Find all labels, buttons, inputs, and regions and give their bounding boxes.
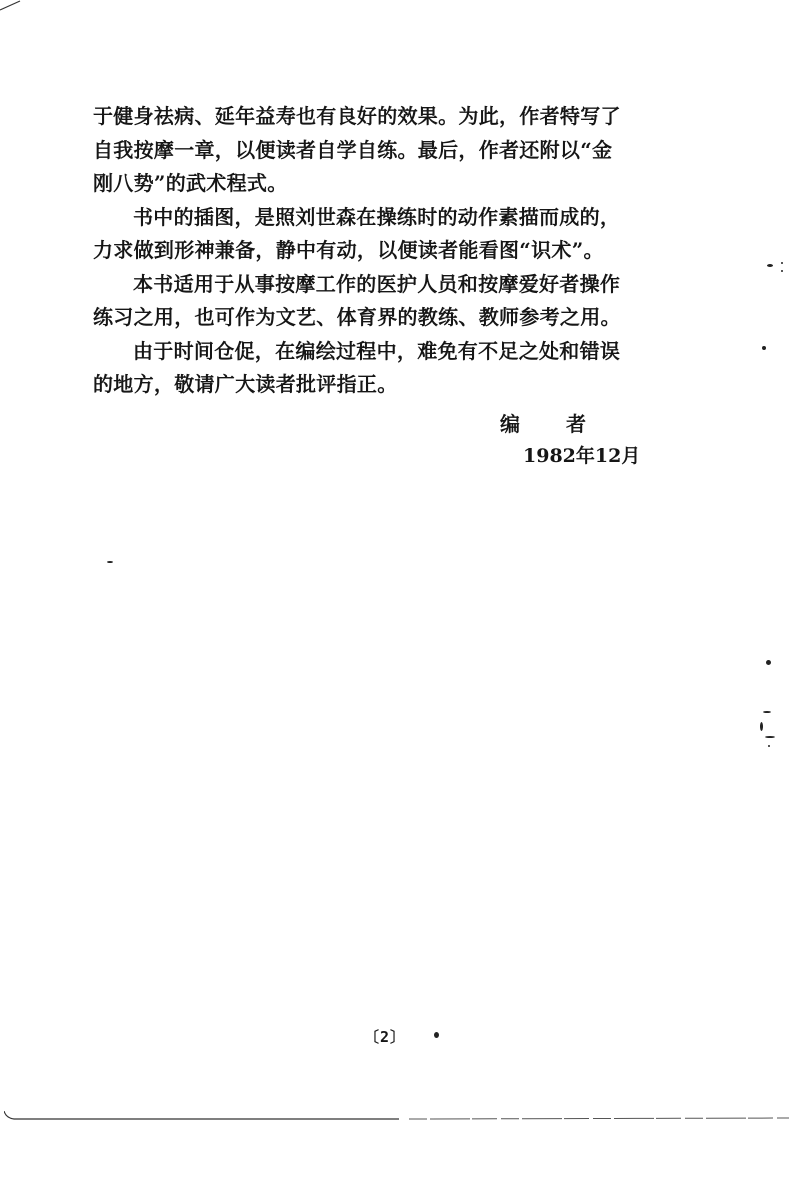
paragraph-line: 本书适用于从事按摩工作的医护人员和按摩爱好者操作 [133,271,621,296]
signature-date: 1982年12月 [523,445,641,467]
paragraph-line: 自我按摩一章，以便读者自学自练。最后，作者还附以“金 [93,137,613,162]
scan-speck [766,660,771,665]
scan-speck [107,561,113,563]
page-edge-line [4,1111,789,1121]
scan-speck [762,346,766,350]
paragraph-line: 力求做到形神兼备，静中有动，以便读者能看图“识术”。 [93,238,604,262]
body-text [93,100,693,402]
paragraph-line: 练习之用，也可作为文艺、体育界的教练、教师参考之用。 [93,305,621,329]
scan-speck [781,270,783,272]
scan-speck [434,1032,439,1038]
paragraph-line: 书中的插图，是照刘世森在操练时的动作素描而成的， [133,204,621,229]
scan-speck [781,262,783,264]
page-number: 〔2〕 [364,1028,407,1046]
paragraph-line: 刚八势”的武术程式。 [93,171,288,195]
author-signature: 编者 [500,412,632,436]
scan-speck [763,711,771,713]
paragraph-line: 由于时间仓促，在编绘过程中，难免有不足之处和错误 [133,338,621,363]
scan-speck [760,722,763,731]
scan-speck [768,745,770,747]
scan-speck [767,264,773,267]
scan-speck [765,736,775,738]
paragraph-line: 于健身祛病、延年益寿也有良好的效果。为此，作者特写了 [93,104,621,128]
corner-scan-mark [0,0,22,12]
paragraph-line: 的地方，敬请广大读者批评指正。 [93,372,398,396]
